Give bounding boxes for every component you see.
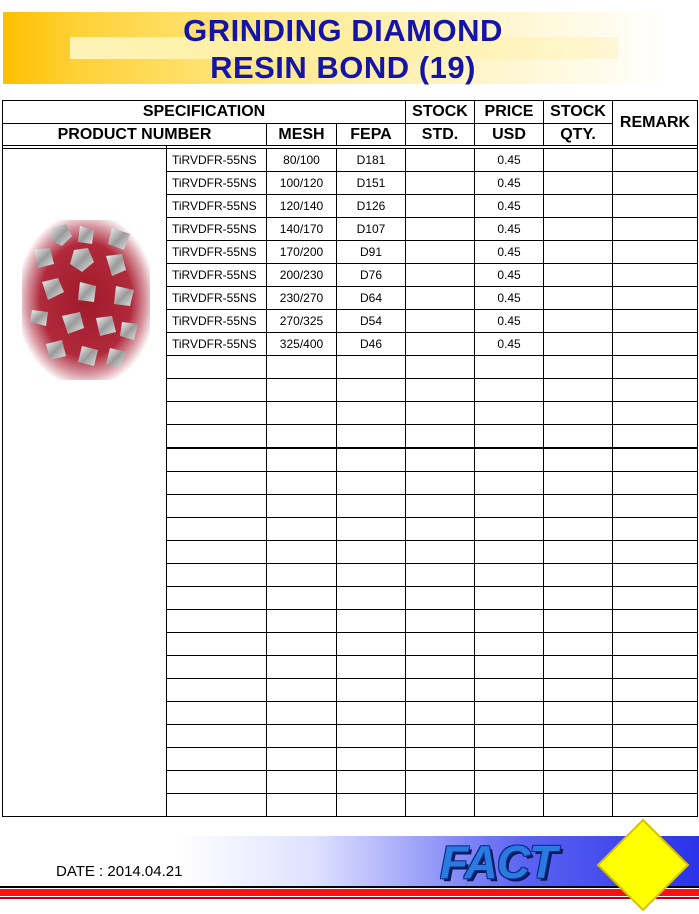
remark-cell [613, 679, 698, 702]
product-number-cell [167, 356, 267, 379]
yellow-diamond-icon [596, 818, 690, 912]
stock-qty-cell [544, 748, 613, 771]
product-number-cell [167, 587, 267, 610]
stock-qty-cell [544, 425, 613, 449]
product-number-cell: TiRVDFR-55NS [167, 310, 267, 333]
stock-qty-cell [544, 541, 613, 564]
stock-qty-cell [544, 149, 613, 172]
stock-qty-cell [544, 702, 613, 725]
fepa-cell: D64 [337, 287, 406, 310]
stock-std-cell [406, 218, 475, 241]
product-number-cell [167, 402, 267, 425]
fact-logo: FACT [440, 836, 557, 888]
stock-std-cell [406, 794, 475, 817]
stock-qty-cell [544, 564, 613, 587]
mesh-cell [267, 610, 337, 633]
remark-cell [613, 356, 698, 379]
footer-red-line [0, 897, 699, 899]
stock-std-cell [406, 564, 475, 587]
remark-cell [613, 264, 698, 287]
mesh-cell [267, 587, 337, 610]
page-title [3, 12, 683, 86]
remark-cell [613, 771, 698, 794]
diamond-grit-photo [22, 220, 150, 380]
stock-std-cell [406, 172, 475, 195]
price-cell: 0.45 [475, 333, 544, 356]
product-number-cell [167, 679, 267, 702]
header-stock-std-top: STOCK [406, 101, 475, 124]
remark-cell [613, 656, 698, 679]
title-line-2: RESIN BOND (19) [210, 50, 476, 85]
fepa-cell [337, 725, 406, 748]
remark-cell [613, 448, 698, 472]
stock-std-cell [406, 748, 475, 771]
fepa-cell: D76 [337, 264, 406, 287]
mesh-cell [267, 379, 337, 402]
remark-cell [613, 518, 698, 541]
stock-qty-cell [544, 310, 613, 333]
price-cell [475, 702, 544, 725]
fepa-cell [337, 748, 406, 771]
product-number-cell [167, 794, 267, 817]
stock-std-cell [406, 725, 475, 748]
remark-cell [613, 172, 698, 195]
product-number-cell [167, 518, 267, 541]
stock-qty-cell [544, 495, 613, 518]
stock-qty-cell [544, 518, 613, 541]
stock-std-cell [406, 402, 475, 425]
remark-cell [613, 379, 698, 402]
remark-cell [613, 241, 698, 264]
stock-std-cell [406, 310, 475, 333]
stock-std-cell [406, 333, 475, 356]
price-cell [475, 564, 544, 587]
remark-cell [613, 425, 698, 449]
stock-std-cell [406, 610, 475, 633]
stock-std-cell [406, 241, 475, 264]
stock-std-cell [406, 356, 475, 379]
mesh-cell: 100/120 [267, 172, 337, 195]
mesh-cell [267, 448, 337, 472]
fepa-cell [337, 495, 406, 518]
mesh-cell: 140/170 [267, 218, 337, 241]
price-cell: 0.45 [475, 172, 544, 195]
stock-std-cell [406, 425, 475, 449]
fepa-cell [337, 472, 406, 495]
price-cell: 0.45 [475, 287, 544, 310]
fepa-cell [337, 518, 406, 541]
price-cell: 0.45 [475, 241, 544, 264]
product-number-cell [167, 564, 267, 587]
stock-std-cell [406, 702, 475, 725]
product-number-cell: TiRVDFR-55NS [167, 218, 267, 241]
price-cell [475, 356, 544, 379]
product-number-cell [167, 541, 267, 564]
price-cell [475, 425, 544, 449]
table-row [3, 149, 698, 172]
fepa-cell [337, 379, 406, 402]
header-stock-qty-top: STOCK [544, 101, 613, 124]
mesh-cell [267, 425, 337, 449]
remark-cell [613, 541, 698, 564]
stock-qty-cell [544, 379, 613, 402]
stock-std-cell [406, 656, 475, 679]
price-cell [475, 656, 544, 679]
remark-cell [613, 794, 698, 817]
stock-std-cell [406, 448, 475, 472]
price-cell: 0.45 [475, 149, 544, 172]
remark-cell [613, 587, 698, 610]
product-number-cell: TiRVDFR-55NS [167, 333, 267, 356]
remark-cell [613, 310, 698, 333]
price-cell: 0.45 [475, 264, 544, 287]
fepa-cell [337, 402, 406, 425]
price-cell [475, 541, 544, 564]
product-number-cell [167, 610, 267, 633]
stock-qty-cell [544, 725, 613, 748]
remark-cell [613, 195, 698, 218]
mesh-cell [267, 702, 337, 725]
stock-std-cell [406, 587, 475, 610]
footer-black-line [0, 886, 699, 888]
price-cell: 0.45 [475, 218, 544, 241]
header-stock-std-bottom: STD. [406, 124, 475, 146]
header-fepa: FEPA [337, 124, 406, 146]
product-number-cell [167, 425, 267, 449]
price-cell [475, 587, 544, 610]
stock-qty-cell [544, 287, 613, 310]
remark-cell [613, 564, 698, 587]
mesh-cell: 120/140 [267, 195, 337, 218]
header-price-top: PRICE [475, 101, 544, 124]
fepa-cell [337, 425, 406, 449]
product-number-cell [167, 748, 267, 771]
stock-qty-cell [544, 472, 613, 495]
footer-red-bar [0, 889, 699, 896]
product-number-cell [167, 725, 267, 748]
stock-std-cell [406, 495, 475, 518]
price-cell [475, 448, 544, 472]
stock-qty-cell [544, 195, 613, 218]
fepa-cell [337, 610, 406, 633]
remark-cell [613, 495, 698, 518]
product-number-cell [167, 656, 267, 679]
mesh-cell [267, 518, 337, 541]
price-cell [475, 748, 544, 771]
price-cell: 0.45 [475, 195, 544, 218]
stock-std-cell [406, 379, 475, 402]
mesh-cell [267, 495, 337, 518]
price-cell [475, 379, 544, 402]
fepa-cell [337, 656, 406, 679]
stock-std-cell [406, 195, 475, 218]
specification-table [2, 100, 698, 817]
price-cell [475, 725, 544, 748]
stock-qty-cell [544, 587, 613, 610]
stock-qty-cell [544, 402, 613, 425]
stock-qty-cell [544, 633, 613, 656]
stock-qty-cell [544, 679, 613, 702]
mesh-cell [267, 748, 337, 771]
remark-cell [613, 633, 698, 656]
product-number-cell [167, 771, 267, 794]
product-number-cell [167, 448, 267, 472]
header-product-number: PRODUCT NUMBER [3, 124, 267, 146]
header-price-bottom: USD [475, 124, 544, 146]
fepa-cell [337, 679, 406, 702]
mesh-cell [267, 771, 337, 794]
stock-qty-cell [544, 794, 613, 817]
fepa-cell [337, 633, 406, 656]
mesh-cell [267, 656, 337, 679]
fepa-cell: D107 [337, 218, 406, 241]
product-number-cell [167, 495, 267, 518]
price-cell [475, 633, 544, 656]
date-label: DATE : 2014.04.21 [56, 863, 183, 880]
remark-cell [613, 748, 698, 771]
stock-qty-cell [544, 218, 613, 241]
product-number-cell [167, 379, 267, 402]
fepa-cell [337, 794, 406, 817]
stock-qty-cell [544, 656, 613, 679]
stock-std-cell [406, 541, 475, 564]
fepa-cell [337, 448, 406, 472]
mesh-cell [267, 564, 337, 587]
mesh-cell: 270/325 [267, 310, 337, 333]
stock-qty-cell [544, 172, 613, 195]
mesh-cell [267, 794, 337, 817]
remark-cell [613, 333, 698, 356]
product-number-cell: TiRVDFR-55NS [167, 241, 267, 264]
stock-std-cell [406, 771, 475, 794]
remark-cell [613, 149, 698, 172]
price-cell [475, 472, 544, 495]
fepa-cell: D151 [337, 172, 406, 195]
fepa-cell: D181 [337, 149, 406, 172]
fepa-cell [337, 587, 406, 610]
price-cell [475, 610, 544, 633]
remark-cell [613, 287, 698, 310]
header-mesh: MESH [267, 124, 337, 146]
mesh-cell [267, 472, 337, 495]
stock-qty-cell [544, 610, 613, 633]
fepa-cell [337, 564, 406, 587]
stock-std-cell [406, 518, 475, 541]
fepa-cell [337, 356, 406, 379]
stock-qty-cell [544, 264, 613, 287]
fepa-cell: D54 [337, 310, 406, 333]
remark-cell [613, 725, 698, 748]
price-cell [475, 794, 544, 817]
stock-qty-cell [544, 771, 613, 794]
fepa-cell: D126 [337, 195, 406, 218]
remark-cell [613, 218, 698, 241]
product-number-cell: TiRVDFR-55NS [167, 287, 267, 310]
product-number-cell [167, 472, 267, 495]
mesh-cell [267, 725, 337, 748]
remark-cell [613, 472, 698, 495]
remark-cell [613, 610, 698, 633]
remark-cell [613, 702, 698, 725]
mesh-cell [267, 633, 337, 656]
mesh-cell [267, 402, 337, 425]
stock-std-cell [406, 633, 475, 656]
stock-std-cell [406, 264, 475, 287]
mesh-cell: 200/230 [267, 264, 337, 287]
mesh-cell: 80/100 [267, 149, 337, 172]
mesh-cell [267, 541, 337, 564]
remark-cell [613, 402, 698, 425]
stock-qty-cell [544, 333, 613, 356]
price-cell [475, 771, 544, 794]
mesh-cell: 325/400 [267, 333, 337, 356]
stock-std-cell [406, 287, 475, 310]
product-number-cell: TiRVDFR-55NS [167, 149, 267, 172]
mesh-cell: 230/270 [267, 287, 337, 310]
fepa-cell [337, 541, 406, 564]
price-cell [475, 495, 544, 518]
price-cell [475, 402, 544, 425]
fepa-cell: D91 [337, 241, 406, 264]
stock-std-cell [406, 149, 475, 172]
stock-std-cell [406, 472, 475, 495]
price-cell [475, 679, 544, 702]
stock-qty-cell [544, 356, 613, 379]
fepa-cell [337, 702, 406, 725]
stock-std-cell [406, 679, 475, 702]
header-specification: SPECIFICATION [3, 101, 406, 124]
title-line-1: GRINDING DIAMOND [183, 13, 503, 48]
price-cell: 0.45 [475, 310, 544, 333]
product-number-cell: TiRVDFR-55NS [167, 264, 267, 287]
mesh-cell [267, 679, 337, 702]
product-number-cell: TiRVDFR-55NS [167, 172, 267, 195]
mesh-cell: 170/200 [267, 241, 337, 264]
product-number-cell [167, 702, 267, 725]
fepa-cell: D46 [337, 333, 406, 356]
stock-qty-cell [544, 241, 613, 264]
price-cell [475, 518, 544, 541]
product-number-cell: TiRVDFR-55NS [167, 195, 267, 218]
header-remark: REMARK [613, 101, 698, 146]
fepa-cell [337, 771, 406, 794]
product-number-cell [167, 633, 267, 656]
header-stock-qty-bottom: QTY. [544, 124, 613, 146]
stock-qty-cell [544, 448, 613, 472]
mesh-cell [267, 356, 337, 379]
